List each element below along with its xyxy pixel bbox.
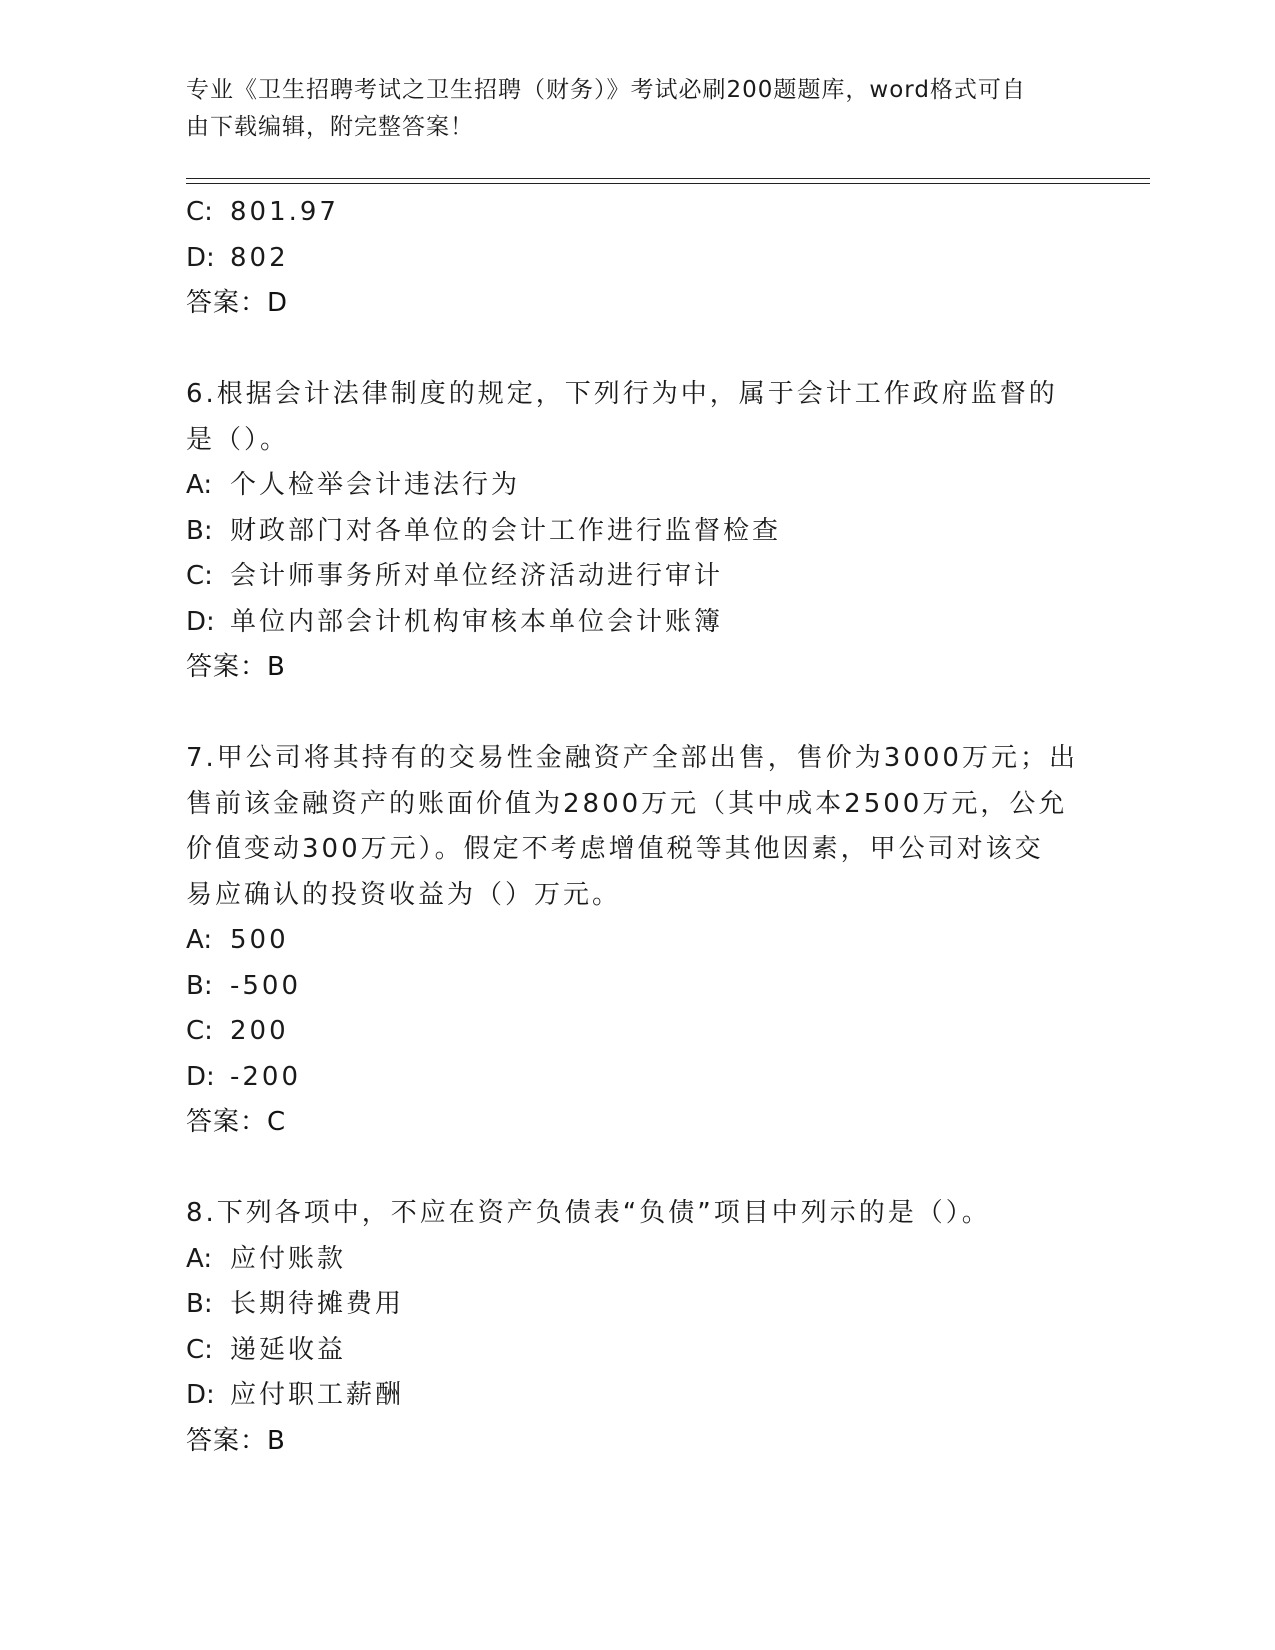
option-a: A: 500 bbox=[186, 925, 289, 955]
question-stem: 售前该金融资产的账面价值为2800万元（其中成本2500万元，公允 bbox=[186, 788, 1068, 819]
answer-value: B bbox=[267, 652, 286, 682]
question-6 bbox=[186, 372, 1086, 691]
option-c: C: 会计师事务所对单位经济活动进行审计 bbox=[186, 561, 724, 591]
question-7 bbox=[186, 736, 1086, 1146]
option-a: A: 个人检举会计违法行为 bbox=[186, 470, 521, 500]
header-divider-bottom bbox=[186, 183, 1150, 184]
document-header bbox=[186, 72, 1066, 146]
answer-line: 答案：C bbox=[186, 1107, 287, 1137]
option-d: D: -200 bbox=[186, 1061, 302, 1092]
answer-line: 答案：B bbox=[186, 1425, 286, 1456]
answer-line: 答案：B bbox=[186, 652, 286, 682]
header-divider-top bbox=[186, 178, 1150, 179]
answer-line: 答案：D bbox=[186, 288, 289, 318]
question-stem: 8.下列各项中，不应在资产负债表“负债”项目中列示的是（）。 bbox=[186, 1198, 991, 1228]
question-list bbox=[186, 190, 1086, 1464]
option-c: C: 801.97 bbox=[186, 197, 339, 227]
question-stem: 6.根据会计法律制度的规定，下列行为中，属于会计工作政府监督的 bbox=[186, 379, 1058, 409]
option-a: A: 应付账款 bbox=[186, 1243, 347, 1274]
option-d: D: 单位内部会计机构审核本单位会计账簿 bbox=[186, 606, 724, 637]
answer-value: D bbox=[267, 288, 289, 318]
question-stem: 7.甲公司将其持有的交易性金融资产全部出售，售价为3000万元；出 bbox=[186, 743, 1078, 773]
header-line-1: 专业《卫生招聘考试之卫生招聘（财务）》考试必刷200题题库，word格式可自 bbox=[186, 77, 1026, 103]
answer-value: C bbox=[267, 1107, 287, 1137]
option-c: C: 递延收益 bbox=[186, 1334, 347, 1365]
spacer bbox=[186, 1146, 1086, 1192]
option-d: D: 802 bbox=[186, 242, 289, 273]
spacer bbox=[186, 691, 1086, 737]
option-d: D: 应付职工薪酬 bbox=[186, 1380, 405, 1410]
spacer bbox=[186, 327, 1086, 373]
answer-value: B bbox=[267, 1425, 286, 1456]
question-stem: 是（）。 bbox=[186, 424, 290, 455]
question-stem: 易应确认的投资收益为（）万元。 bbox=[186, 879, 622, 910]
option-b: B: 长期待摊费用 bbox=[186, 1289, 405, 1319]
option-c: C: 200 bbox=[186, 1016, 289, 1046]
header-line-2: 由下载编辑，附完整答案！ bbox=[186, 114, 474, 140]
question-5-tail bbox=[186, 190, 1086, 327]
question-stem: 价值变动300万元）。假定不考虑增值税等其他因素，甲公司对该交 bbox=[186, 834, 1044, 864]
question-8 bbox=[186, 1191, 1086, 1464]
option-b: B: -500 bbox=[186, 970, 302, 1001]
option-b: B: 财政部门对各单位的会计工作进行监督检查 bbox=[186, 515, 782, 546]
